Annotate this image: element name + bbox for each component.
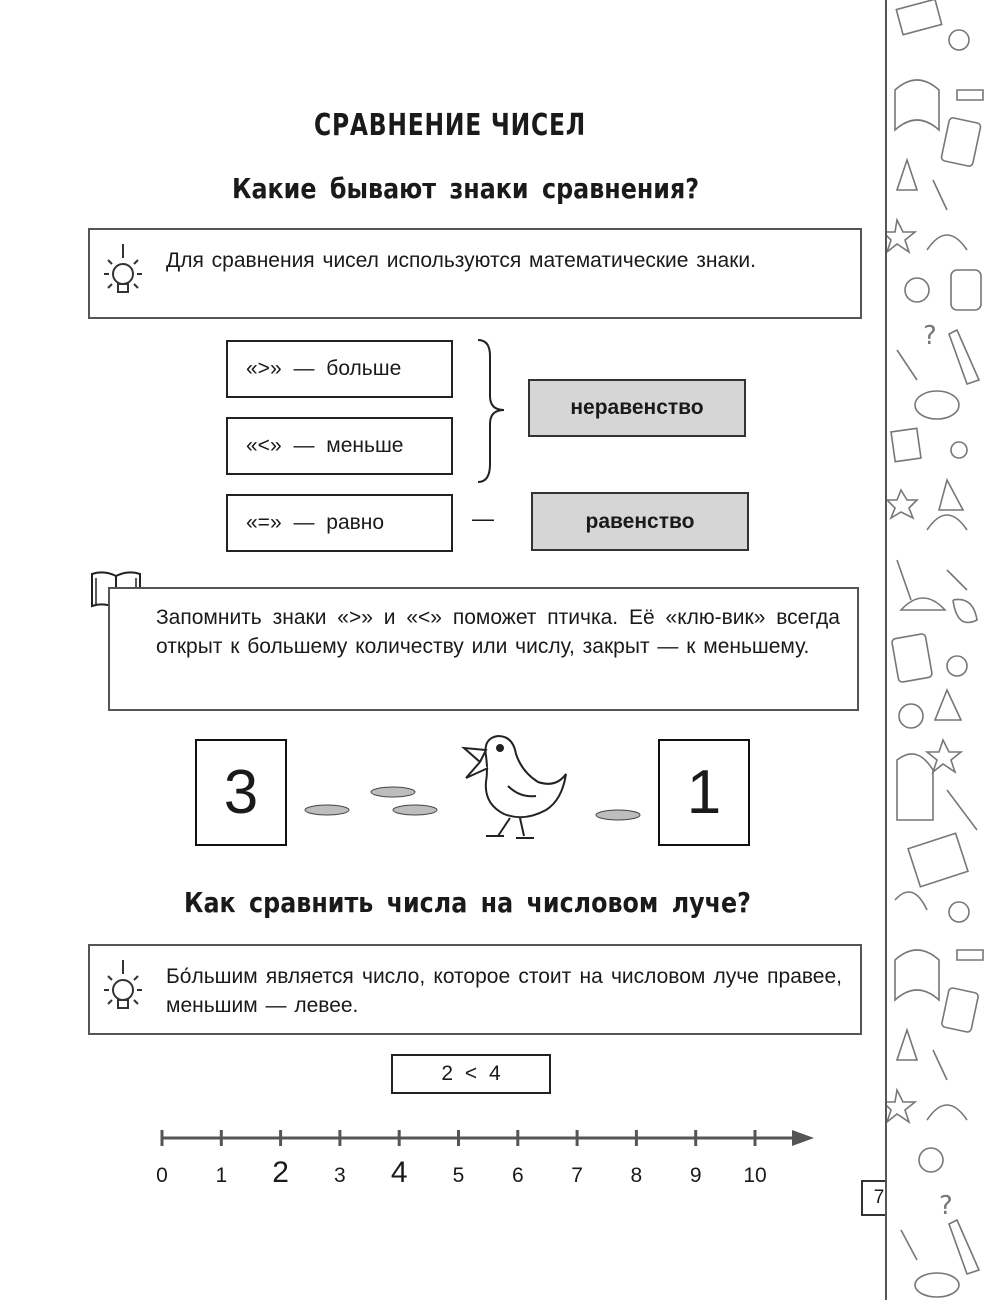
number-line-label: 10 [743, 1164, 767, 1187]
decorative-sidebar [885, 0, 987, 1300]
number-line-label: 7 [571, 1164, 583, 1187]
memo-text: Запомнить знаки «>» и «<» поможет птичка. Её «клю-вик» всегда открыт к большему количеству или числу, закрыт — к меньшему. [156, 606, 840, 658]
page-title: СРАВНЕНИЕ ЧИСЕЛ [314, 107, 586, 143]
sign-less: «<» — меньше [226, 417, 453, 475]
number-line-label: 5 [452, 1164, 465, 1187]
svg-text:?: ? [939, 1191, 953, 1221]
notebook-doodle [895, 80, 939, 130]
tip-text-2: Бо́льшим является число, которое стоит на числовом луче правее, меньшим — левее. [166, 965, 842, 1017]
doodle-pattern [887, 0, 987, 1300]
backpack-doodle [897, 754, 933, 820]
number-line [150, 1120, 830, 1160]
book-doodle [896, 0, 941, 35]
tip-text-1: Для сравнения чисел используются математические знаки. [166, 249, 756, 272]
pebble [393, 805, 437, 815]
number-line-label: 6 [511, 1164, 524, 1187]
number-line-label: 9 [689, 1164, 702, 1187]
equality-dash: — [472, 506, 494, 531]
number-line-label: 8 [630, 1164, 643, 1187]
pebble [305, 805, 349, 815]
flask-doodle [897, 160, 917, 190]
sign-equal: «=» — равно [226, 494, 453, 552]
lightbulb-icon [98, 960, 148, 1020]
section1-heading: Какие бывают знаки сравнения? [232, 172, 700, 205]
page-number: 7 [861, 1180, 897, 1216]
star-doodle [887, 220, 915, 252]
number-line-label: 3 [334, 1164, 346, 1187]
equality-box: равенство [531, 492, 749, 551]
bird-illustration [298, 726, 648, 846]
bird-icon [464, 736, 566, 838]
apple-doodle [949, 30, 969, 50]
inequality-box: неравенство [528, 379, 746, 437]
palette-doodle [915, 391, 959, 419]
tip-box-2 [88, 944, 862, 1035]
tip-box-1 [88, 228, 862, 319]
number-line-label: 4 [390, 1156, 408, 1189]
protractor-doodle [901, 598, 945, 610]
number-box-left: 3 [195, 739, 287, 846]
pebble [596, 810, 640, 820]
memo-box [108, 587, 859, 711]
number-line-label: 0 [156, 1164, 168, 1187]
sign-greater: «>» — больше [226, 340, 453, 398]
svg-text:?: ? [923, 321, 937, 351]
comparison-box: 2 < 4 [391, 1054, 551, 1094]
curly-brace [474, 336, 514, 486]
page-title-row [300, 100, 660, 150]
section2-heading: Как сравнить числа на числовом луче? [184, 886, 751, 919]
lightbulb-icon [98, 244, 148, 304]
pebble [371, 787, 415, 797]
number-line-label: 2 [272, 1156, 289, 1189]
number-line-label: 1 [215, 1164, 228, 1187]
lightbulb-doodle [905, 278, 929, 302]
number-box-right: 1 [658, 739, 750, 846]
